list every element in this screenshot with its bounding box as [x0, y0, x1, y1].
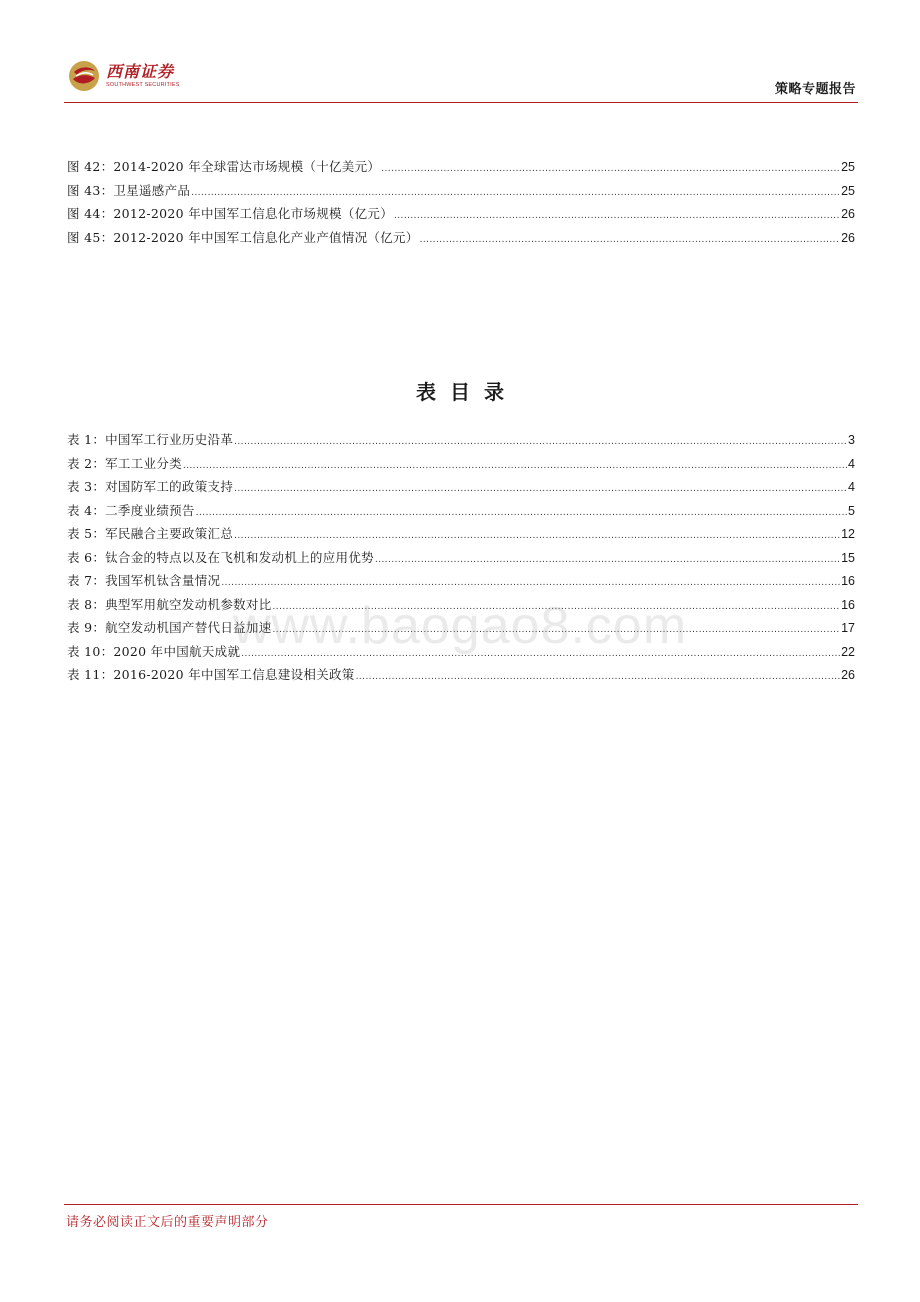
toc-entry[interactable]: [67, 157, 855, 181]
toc-leader-dots: [241, 648, 840, 659]
toc-entry[interactable]: [67, 618, 855, 642]
toc-leader-dots: [356, 671, 840, 682]
toc-leader-dots: [381, 163, 840, 174]
tables-toc-list: [67, 430, 855, 689]
logo-english-name: SOUTHWEST SECURITIES: [106, 81, 180, 88]
toc-leader-dots: [273, 624, 841, 635]
toc-page-number: 26: [841, 668, 855, 682]
toc-entry[interactable]: [67, 571, 855, 595]
watermark-text: www.baogao8.com: [232, 597, 688, 655]
disclaimer-note: 请务必阅读正文后的重要声明部分: [66, 1215, 269, 1230]
toc-page-number: 4: [848, 456, 855, 471]
toc-leader-dots: [196, 507, 847, 518]
toc-entry-label: 图 42：2014-2020 年全球雷达市场规模（十亿美元）: [67, 159, 381, 174]
toc-page-number: 17: [841, 621, 855, 635]
toc-leader-dots: [234, 530, 840, 541]
toc-page-number: 25: [841, 183, 855, 198]
toc-leader-dots: [234, 436, 847, 447]
toc-entry-label: 表 1：中国军工行业历史沿革: [67, 432, 234, 447]
toc-entry[interactable]: [67, 477, 855, 501]
toc-entry[interactable]: [67, 595, 855, 619]
tables-section-title: 表目录: [416, 380, 518, 404]
toc-page-number: 15: [841, 550, 855, 565]
toc-leader-dots: [394, 210, 840, 221]
toc-entry-label: 图 43：卫星遥感产品: [67, 182, 191, 198]
toc-entry-label: 图 44：2012-2020 年中国军工信息化市场规模（亿元）: [67, 206, 393, 221]
toc-leader-dots: [191, 187, 840, 198]
toc-entry[interactable]: [67, 204, 855, 228]
toc-page-number: 25: [841, 160, 855, 174]
toc-entry[interactable]: [67, 430, 855, 454]
toc-page-number: 12: [841, 527, 855, 541]
toc-leader-dots: [420, 234, 840, 245]
toc-entry-label: 表 5：军民融合主要政策汇总: [67, 526, 234, 541]
figures-toc-list: [67, 157, 855, 251]
logo-emblem-icon: [68, 60, 100, 92]
toc-entry-label: 图 45：2012-2020 年中国军工信息化产业产值情况（亿元）: [67, 229, 419, 245]
report-type-label: 策略专题报告: [774, 82, 856, 97]
toc-entry-label: 表 7：我国军机钛含量情况: [67, 573, 221, 588]
toc-entry[interactable]: [67, 524, 855, 548]
toc-page-number: 26: [841, 230, 855, 245]
page-footer: [64, 1204, 858, 1230]
toc-entry-label: 表 8：典型军用航空发动机参数对比: [67, 596, 272, 612]
toc-entry[interactable]: [67, 228, 855, 252]
toc-entry-label: 表 3：对国防军工的政策支持: [67, 479, 234, 494]
toc-entry[interactable]: [67, 454, 855, 478]
toc-page-number: 3: [848, 433, 855, 447]
toc-leader-dots: [221, 577, 840, 588]
toc-entry-label: 表 2：军工工业分类: [67, 455, 182, 471]
toc-page-number: 26: [841, 207, 855, 221]
toc-page-number: 22: [841, 644, 855, 659]
toc-entry-label: 表 11：2016-2020 年中国军工信息建设相关政策: [67, 667, 355, 682]
toc-entry[interactable]: [67, 665, 855, 689]
toc-entry-label: 表 10：2020 年中国航天成就: [67, 643, 241, 659]
logo-text: [106, 61, 180, 89]
toc-page-number: 16: [841, 597, 855, 612]
toc-entry-label: 表 4：二季度业绩预告: [67, 502, 195, 518]
company-logo: [68, 56, 180, 96]
toc-page-number: 5: [848, 503, 855, 518]
page-header: [64, 52, 858, 103]
toc-entry[interactable]: [67, 642, 855, 666]
toc-page-number: 4: [848, 480, 855, 494]
toc-leader-dots: [273, 601, 841, 612]
toc-leader-dots: [375, 554, 840, 565]
toc-entry[interactable]: [67, 181, 855, 205]
logo-chinese-name: 西南证券: [106, 61, 175, 81]
toc-entry[interactable]: [67, 501, 855, 525]
toc-leader-dots: [234, 483, 847, 494]
toc-entry-label: 表 9：航空发动机国产替代日益加速: [67, 620, 272, 635]
toc-entry[interactable]: [67, 548, 855, 572]
toc-page-number: 16: [841, 574, 855, 588]
toc-leader-dots: [183, 460, 847, 471]
toc-entry-label: 表 6：钛合金的特点以及在飞机和发动机上的应用优势: [67, 549, 374, 565]
